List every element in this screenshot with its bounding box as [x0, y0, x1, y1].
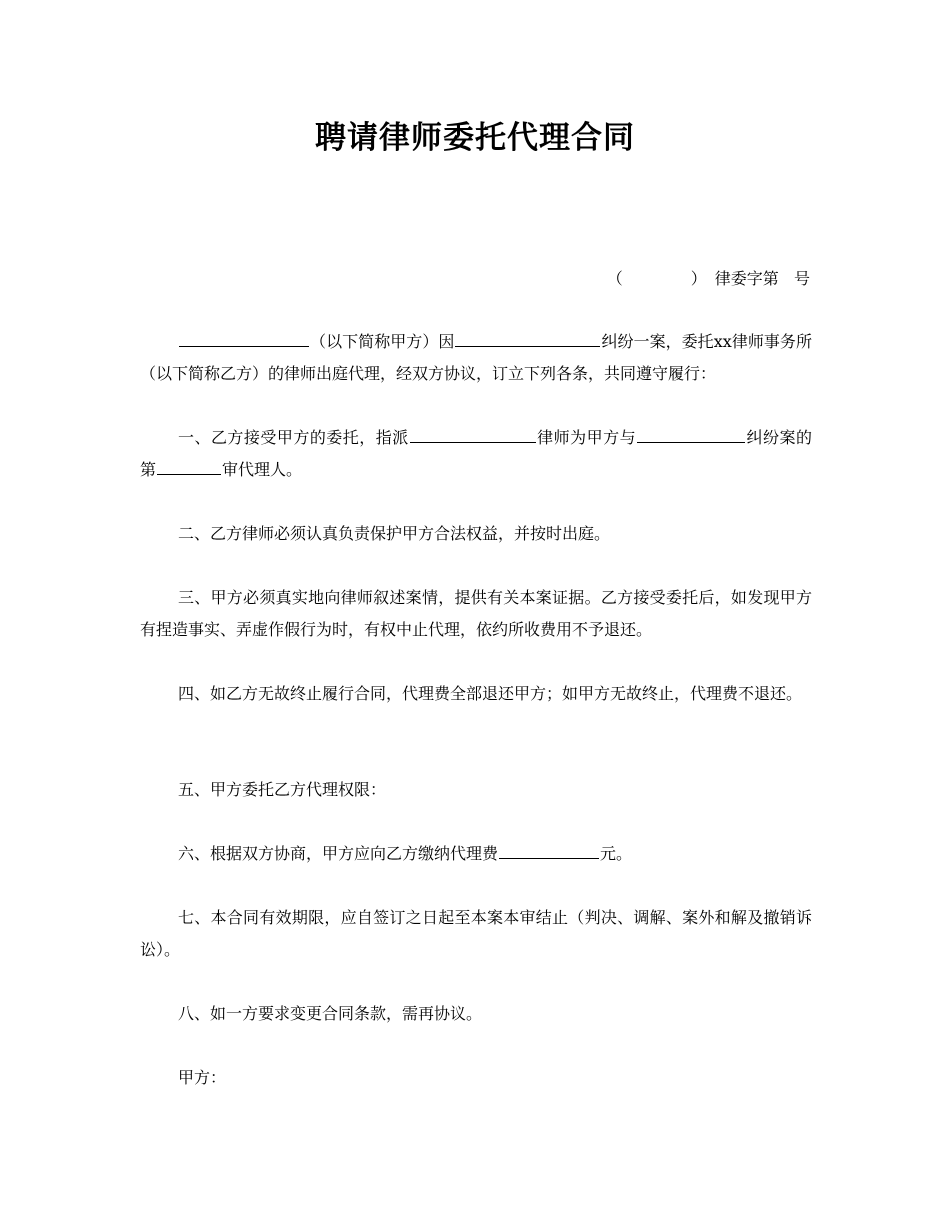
- clause-6-text-1: 六、根据双方协商，甲方应向乙方缴纳代理费: [178, 844, 499, 863]
- clause-6-text-2: 元。: [600, 844, 633, 863]
- party-a-name-blank[interactable]: [179, 330, 309, 347]
- trial-level-blank[interactable]: [157, 458, 221, 475]
- lawyer-name-blank[interactable]: [410, 426, 536, 443]
- document-title: 聘请律师委托代理合同: [315, 120, 635, 156]
- clause-2: 二、乙方律师必须认真负责保护甲方合法权益，并按时出庭。: [178, 524, 611, 543]
- clause-1-text-2: 律师为甲方与: [536, 428, 637, 447]
- clause-1-text-1: 一、乙方接受甲方的委托，指派: [178, 428, 409, 447]
- clause-6: [140, 838, 812, 870]
- intro-text-2: 纠纷一案，委托xx律师事务所（以下简称乙方）的律师出庭代理，经双方协议，订立下列各条，共同遵守履行：: [140, 332, 812, 383]
- opposing-party-blank[interactable]: [637, 426, 745, 443]
- document-number: [607, 266, 810, 289]
- doc-number-close-paren: ）: [690, 269, 699, 288]
- intro-paragraph: [140, 326, 812, 390]
- clause-1-text-4: 审代理人。: [222, 460, 303, 479]
- clause-7: 七、本合同有效期限，应自签订之日起至本案本审结止（判决、调解、案外和解及撤销诉讼）。: [140, 908, 812, 959]
- intro-text-1: （以下简称甲方）因: [310, 332, 455, 351]
- doc-number-open-paren: （: [606, 269, 623, 288]
- clause-1-text-3: 纠纷案的第: [140, 428, 812, 479]
- party-a-signature-label: 甲方：: [178, 1068, 227, 1087]
- clause-1: [140, 422, 812, 486]
- doc-number-label: 律委字第 号: [714, 269, 810, 288]
- clause-4: 四、如乙方无故终止履行合同，代理费全部退还甲方；如甲方无故终止，代理费不退还。: [178, 684, 803, 703]
- fee-amount-blank[interactable]: [499, 842, 599, 859]
- clause-5: 五、甲方委托乙方代理权限：: [178, 780, 387, 799]
- clause-8: 八、如一方要求变更合同条款，需再协议。: [178, 1004, 483, 1023]
- dispute-type-blank[interactable]: [455, 330, 600, 347]
- clause-3: 三、甲方必须真实地向律师叙述案情，提供有关本案证据。乙方接受委托后，如发现甲方有捏造事实、弄虚作假行为时，有权中止代理，依约所收费用不予退还。: [140, 588, 812, 639]
